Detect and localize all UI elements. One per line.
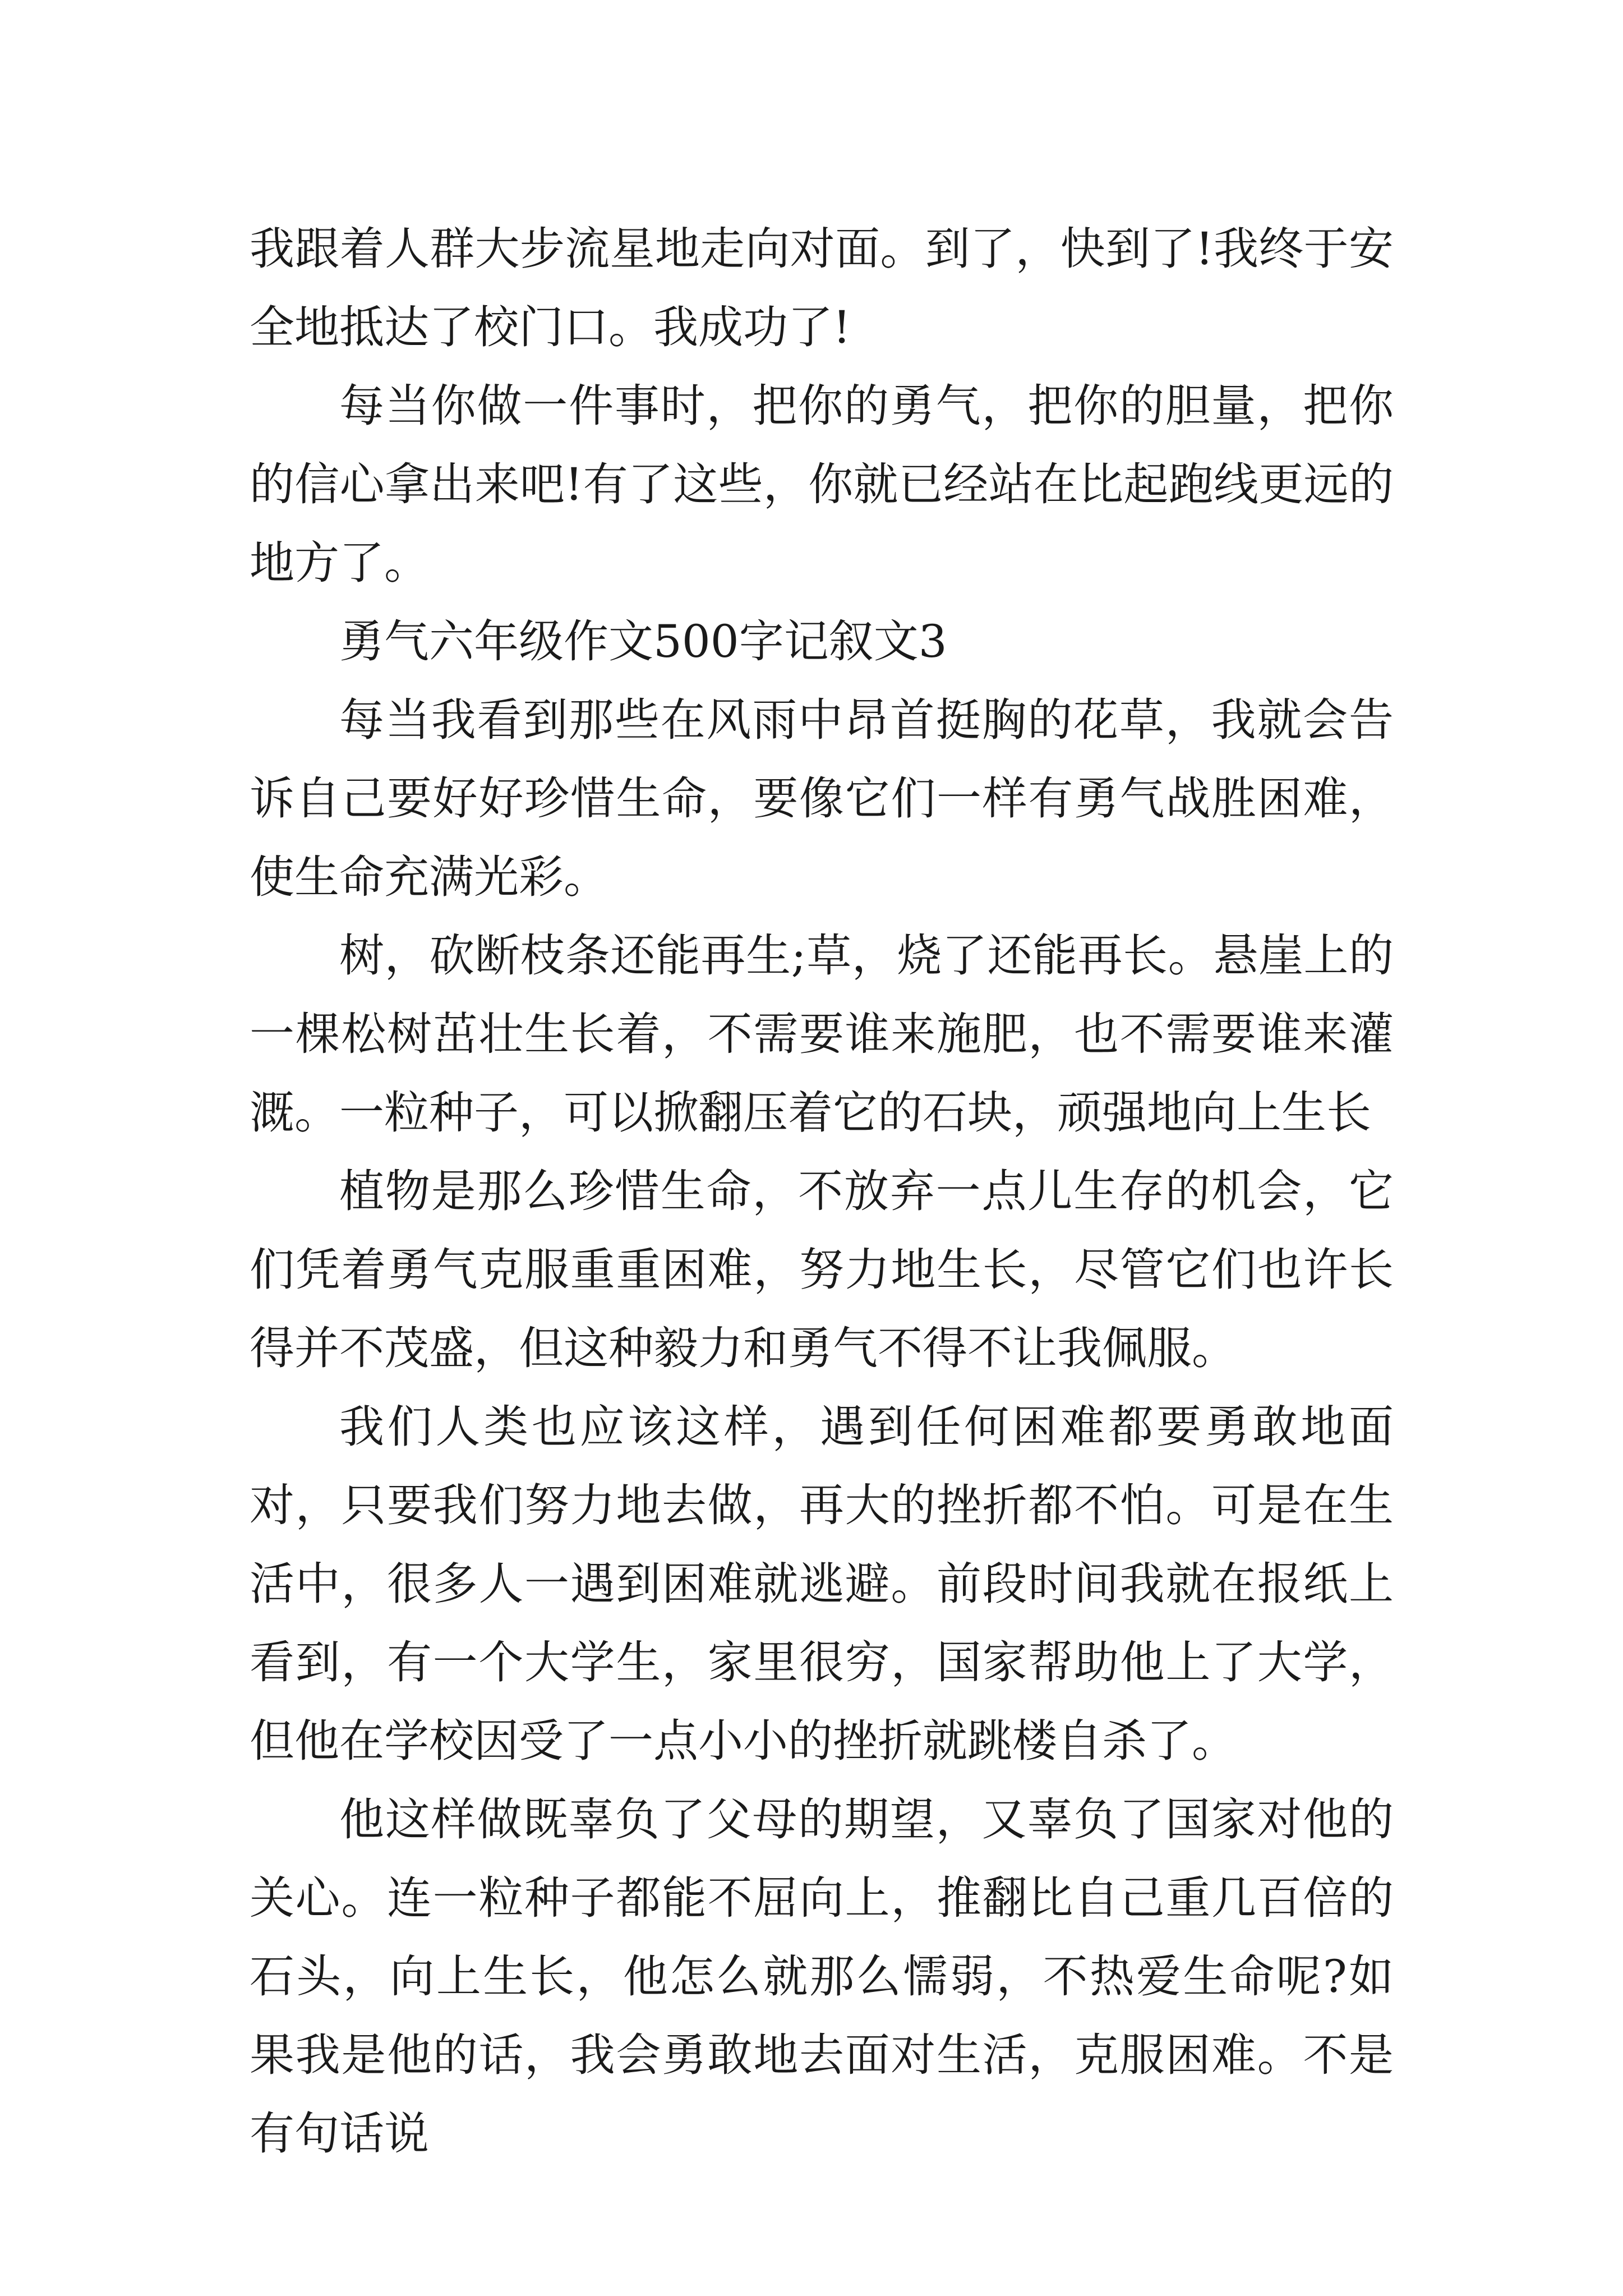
- paragraph-5: 植物是那么珍惜生命，不放弃一点儿生存的机会，它们凭着勇气克服重重困难，努力地生长，尽管它们也许长得并不茂盛，但这种毅力和勇气不得不让我佩服。: [250, 1165, 1394, 1374]
- paragraph-4: 树，砍断枝条还能再生;草，烧了还能再长。悬崖上的一棵松树茁壮生长着，不需要谁来施肥，也不需要谁来灌溉。一粒种子，可以掀翻压着它的石块，顽强地向上生长: [250, 930, 1394, 1139]
- paragraph-1: 我跟着人群大步流星地走向对面。到了，快到了!我终于安全地抵达了校门口。我成功了!: [250, 223, 1394, 353]
- paragraph-6: 我们人类也应该这样，遇到任何困难都要勇敢地面对，只要我们努力地去做，再大的挫折都不怕。可是在生活中，很多人一遇到困难就逃避。前段时间我就在报纸上看到，有一个大学生，家里很穷，国家帮助他上了大学，但他在学校因受了一点小小的挫折就跳楼自杀了。: [250, 1401, 1394, 1767]
- paragraph-3: 每当我看到那些在风雨中昂首挺胸的花草，我就会告诉自己要好好珍惜生命，要像它们一样有勇气战胜困难，使生命充满光彩。: [250, 694, 1394, 903]
- paragraph-7: 他这样做既辜负了父母的期望，又辜负了国家对他的关心。连一粒种子都能不屈向上，推翻比自己重几百倍的石头，向上生长，他怎么就那么懦弱，不热爱生命呢?如果我是他的话，我会勇敢地去面对生活，克服困难。不是有句话说: [250, 1793, 1394, 2160]
- paragraph-2: 每当你做一件事时，把你的勇气，把你的胆量，把你的信心拿出来吧!有了这些，你就已经站在比起跑线更远的地方了。: [250, 380, 1394, 589]
- document-body: [250, 210, 1394, 2173]
- section-heading: 勇气六年级作文500字记叙文3: [339, 615, 947, 668]
